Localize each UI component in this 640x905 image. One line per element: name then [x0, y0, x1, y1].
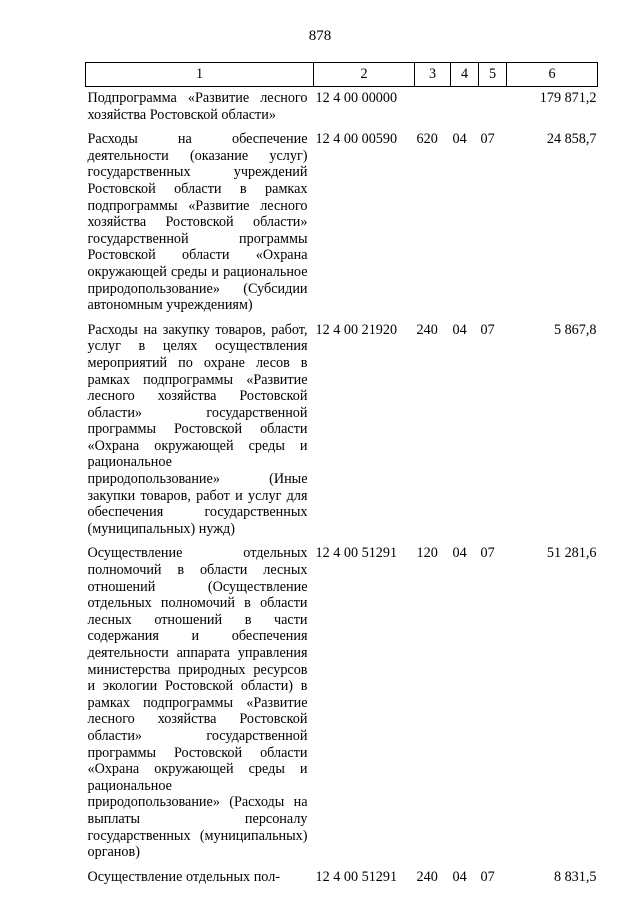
row-subsection: [479, 87, 507, 132]
row-section: 04: [452, 131, 467, 148]
row-subsection: 07: [480, 545, 495, 562]
table-row: [86, 545, 598, 868]
row-sum: 5 867,8: [553, 321, 597, 338]
row-target-code: 12 4 00 00000: [315, 90, 398, 106]
row-expense-type: 120: [416, 545, 438, 562]
row-sum: 179 871,2: [539, 90, 597, 106]
row-expense-type: 240: [416, 868, 438, 885]
row-description: Осуществление отдельных пол-: [87, 868, 280, 885]
row-section: 04: [452, 321, 467, 338]
row-expense-type: 620: [416, 131, 438, 148]
header-col-6: 6: [507, 63, 598, 87]
row-expense-type: 240: [416, 321, 438, 338]
row-description: Осуществление отдельных полномочий в области лесных отношений (Осуществление отдельных полномочий в области лесных отношений в части содержания и обеспечения деятельности аппарата управления министерства природных ресурсов и экологии Ростовской области) в рамках подпрограммы «Развитие лесного хозяйства Ростовской области» государственной программы Ростовской области «Охрана окружающей среды и рациональное природопользование» (Расходы на выплаты персоналу государственных (муниципальных) органов): [87, 545, 308, 861]
row-sum: 8 831,5: [553, 868, 597, 885]
table-row: [86, 869, 598, 886]
header-col-2: 2: [314, 63, 415, 87]
row-description: Подпрограмма «Развитие лесного хозяйства Ростовской области»: [87, 90, 308, 123]
header-col-1: 1: [86, 63, 314, 87]
table-row: [86, 131, 598, 322]
page-number: 878: [308, 28, 332, 44]
header-col-4: 4: [451, 63, 479, 87]
row-expense-type: [415, 87, 451, 132]
row-section: 04: [452, 545, 467, 562]
row-description: Расходы на обеспечение деятельности (оказание услуг) государственных учреждений Ростовской области в рамках подпрограммы «Развитие лесного хозяйства Ростовской области» государственной программы Ростовской области «Охрана окружающей среды и рациональное природопользование» (Субсидии автономным учреждениям): [87, 131, 308, 314]
row-section: [451, 87, 479, 132]
row-subsection: 07: [480, 321, 495, 338]
table-row: [86, 322, 598, 546]
row-subsection: 07: [480, 131, 495, 148]
row-description: Расходы на закупку товаров, работ, услуг в целях осуществления мероприятий по охране лесов в рамках подпрограммы «Развитие лесного хозяйства Ростовской области» государственной программы Ростовской области «Охрана окружающей среды и рациональное природопользование» (Иные закупки товаров, работ и услуг для обеспечения государственных (муниципальных) нужд): [87, 321, 308, 537]
row-target-code: 12 4 00 51291: [315, 545, 398, 562]
row-sum: 51 281,6: [546, 545, 597, 562]
budget-table: [85, 62, 598, 885]
header-col-5: 5: [479, 63, 507, 87]
header-col-3: 3: [415, 63, 451, 87]
row-sum: 24 858,7: [546, 131, 597, 148]
row-section: 04: [452, 868, 467, 885]
row-target-code: 12 4 00 00590: [315, 131, 398, 148]
row-target-code: 12 4 00 21920: [315, 321, 398, 338]
table-row: [86, 87, 598, 132]
row-target-code: 12 4 00 51291: [315, 868, 398, 885]
row-subsection: 07: [480, 868, 495, 885]
table-header-row: [86, 63, 598, 87]
